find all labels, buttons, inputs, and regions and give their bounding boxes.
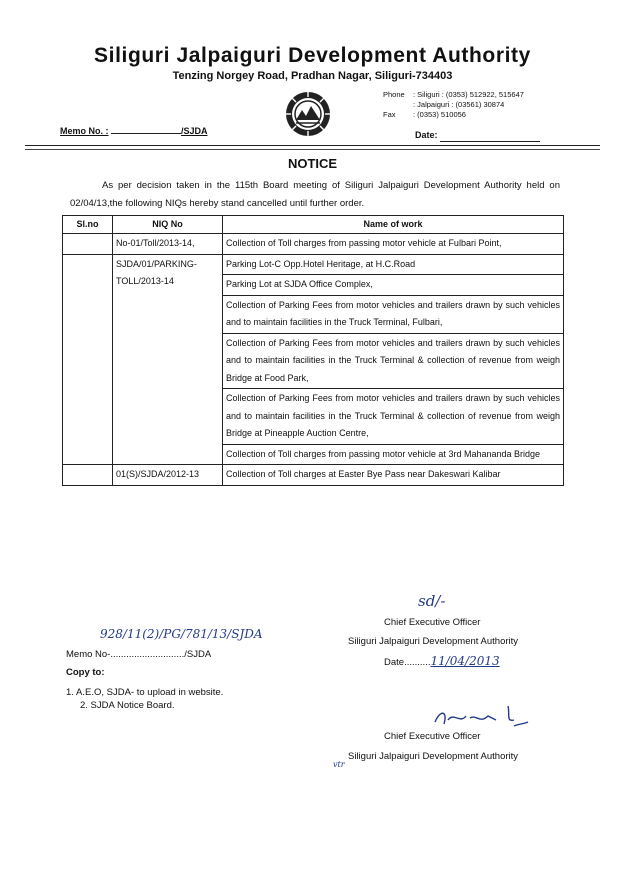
work-cell: Collection of Parking Fees from motor vehicles and trailers drawn by such vehicles and to maintain facilities in the Truck Terminal & collection of revenue from weigh Bridge at Food Park, [223, 333, 564, 389]
memo-suffix: /SJDA [181, 126, 208, 136]
copy-item: 1. A.E.O, SJDA- to upload in website. [66, 687, 224, 698]
sl-cell [63, 234, 113, 255]
ceo-title: Chief Executive Officer [384, 617, 481, 628]
niq-table [62, 215, 564, 486]
col-sl-no: Sl.no [63, 216, 113, 234]
authority-seal-icon [284, 90, 332, 138]
sl-cell [63, 254, 113, 465]
memo-label: Memo No. : [60, 126, 109, 136]
ceo-title: Chief Executive Officer [384, 731, 481, 742]
work-cell: Parking Lot at SJDA Office Complex, [223, 275, 564, 296]
work-cell: Collection of Toll charges at Easter Bye Pass near Dakeswari Kalibar [223, 465, 564, 486]
handwritten-memo-number: 928/11(2)/PG/781/13/SJDA [100, 627, 263, 641]
table-row [63, 254, 564, 275]
signature-scribble [430, 702, 530, 732]
niq-cell: No-01/Toll/2013-14, [113, 234, 223, 255]
fax-line: : (0353) 510056 [413, 110, 466, 119]
copy-item: 2. SJDA Notice Board. [80, 700, 175, 711]
date-label: Date.......... [384, 657, 431, 668]
fax-label: Fax [383, 110, 396, 119]
phone-label: Phone [383, 90, 405, 99]
memo-number-header [60, 126, 208, 136]
date-label-header: Date: [415, 130, 438, 140]
header-divider [25, 145, 600, 146]
copy-to-label: Copy to: [66, 667, 105, 678]
clerk-initials: vtr [333, 760, 345, 769]
work-cell: Collection of Parking Fees from motor vehicles and trailers drawn by such vehicles and to maintain facilities in the Truck Terminal, Fulbari, [223, 295, 564, 333]
ceo-org: Siliguri Jalpaiguri Development Authority [348, 751, 519, 762]
work-cell: Parking Lot-C Opp.Hotel Heritage, at H.C.Road [223, 254, 564, 275]
phone-line-1: : Siliguri : (0353) 512922, 515647 [413, 90, 524, 99]
sl-cell [63, 465, 113, 486]
signature-date [384, 654, 500, 668]
date-line [440, 141, 540, 142]
niq-cell: SJDA/01/PARKING-TOLL/2013-14 [113, 254, 223, 465]
table-row [63, 465, 564, 486]
contact-block [383, 90, 524, 120]
niq-cell: 01(S)/SJDA/2012-13 [113, 465, 223, 486]
notice-intro: As per decision taken in the 115th Board meeting of Siliguri Jalpaiguri Development Authority held on 02/04/13,the following NIQs hereby stand cancelled until further order. [70, 180, 560, 209]
table-row [63, 234, 564, 255]
org-title: Siliguri Jalpaiguri Development Authority [94, 44, 531, 67]
work-cell: Collection of Toll charges from passing motor vehicle at 3rd Mahananda Bridge [223, 444, 564, 465]
work-cell: Collection of Parking Fees from motor vehicles and trailers drawn by such vehicles and to maintain facilities in the Truck Terminal & collection of revenue from weigh Bridge at Pineapple Auction Centre, [223, 389, 564, 445]
col-niq-no: NIQ No [113, 216, 223, 234]
table-header-row [63, 216, 564, 234]
notice-title: NOTICE [287, 156, 338, 171]
handwritten-initials: sd/- [418, 592, 446, 610]
work-cell: Collection of Toll charges from passing motor vehicle at Fulbari Point, [223, 234, 564, 255]
date-value: 11/04/2013 [430, 654, 500, 668]
memo-number: Memo No-............................/SJDA [66, 649, 212, 660]
phone-line-2: : Jalpaiguri : (03561) 30874 [413, 100, 505, 109]
col-name-of-work: Name of work [223, 216, 564, 234]
org-address: Tenzing Norgey Road, Pradhan Nagar, Siliguri-734403 [172, 70, 453, 82]
header-divider-thin [25, 149, 600, 150]
ceo-org: Siliguri Jalpaiguri Development Authority [348, 636, 519, 647]
